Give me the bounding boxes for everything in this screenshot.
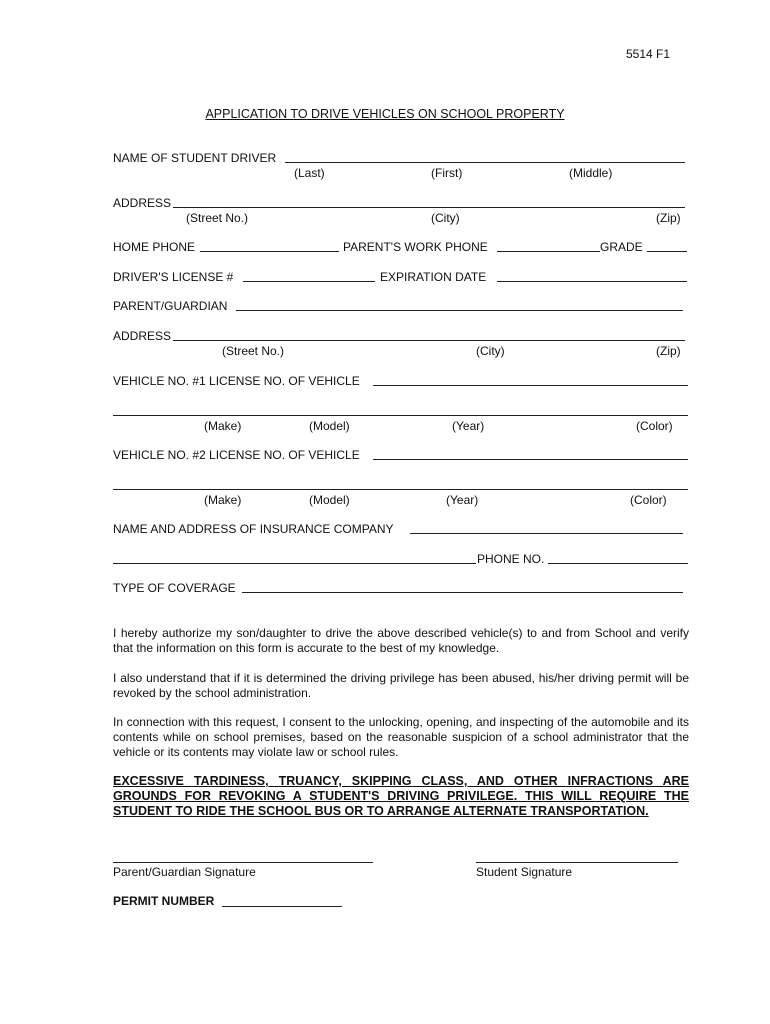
page-title: APPLICATION TO DRIVE VEHICLES ON SCHOOL PROPERTY <box>205 107 565 121</box>
student-signature-line[interactable] <box>476 851 678 863</box>
address-zip-caption: (Zip) <box>656 211 681 225</box>
insurance-company-field[interactable] <box>410 522 683 534</box>
drivers-license-field[interactable] <box>243 270 375 282</box>
authorization-paragraph: I hereby authorize my son/daughter to drive the above described vehicle(s) to and from School and verify that the information on this form is accurate to the best of my knowledge. <box>113 626 689 655</box>
home-phone-label: HOME PHONE <box>113 240 196 254</box>
student-name-label: NAME OF STUDENT DRIVER <box>113 151 277 165</box>
parent-address-field[interactable] <box>173 329 685 341</box>
consent-paragraph: In connection with this request, I consent to the unlocking, opening, and inspecting of the automobile and its contents while on school premises, based on the reasonable suspicion of a school administrator that the vehicle or its contents may violate law or school rules. <box>113 715 689 759</box>
student-signature-label: Student Signature <box>476 865 573 879</box>
parent-guardian-field[interactable] <box>236 299 683 311</box>
form-code: 5514 F1 <box>626 47 671 61</box>
coverage-field[interactable] <box>242 581 683 593</box>
vehicle2-color-caption: (Color) <box>630 493 667 507</box>
grade-label: GRADE <box>600 240 643 254</box>
vehicle2-details-field[interactable] <box>113 478 688 490</box>
vehicle2-make-caption: (Make) <box>204 493 242 507</box>
parent-address-label: ADDRESS <box>113 329 172 343</box>
address-city-caption: (City) <box>431 211 460 225</box>
vehicle2-model-caption: (Model) <box>309 493 350 507</box>
parent-work-phone-field[interactable] <box>497 240 600 252</box>
student-middle-caption: (Middle) <box>569 166 613 180</box>
address-field[interactable] <box>173 196 685 208</box>
vehicle2-license-field[interactable] <box>373 448 688 460</box>
address-label: ADDRESS <box>113 196 172 210</box>
coverage-label: TYPE OF COVERAGE <box>113 581 236 595</box>
insurance-address-field[interactable] <box>113 552 476 564</box>
vehicle1-license-label: VEHICLE NO. #1 LICENSE NO. OF VEHICLE <box>113 374 360 388</box>
address-street-caption: (Street No.) <box>186 211 249 225</box>
home-phone-field[interactable] <box>200 240 339 252</box>
parent-work-phone-label: PARENT'S WORK PHONE <box>343 240 488 254</box>
student-first-caption: (First) <box>431 166 463 180</box>
vehicle1-year-caption: (Year) <box>452 419 485 433</box>
student-last-caption: (Last) <box>294 166 325 180</box>
insurance-company-label: NAME AND ADDRESS OF INSURANCE COMPANY <box>113 522 394 536</box>
warning-notice: EXCESSIVE TARDINESS, TRUANCY, SKIPPING CLASS, AND OTHER INFRACTIONS ARE GROUNDS FOR REVOKING A STUDENT'S DRIVING PRIVILEGE. THIS WILL REQUIRE THE STUDENT TO RIDE THE SCHOOL BUS OR TO ARRANGE ALTERNATE TRANSPORTATION. <box>113 774 689 818</box>
vehicle2-license-label: VEHICLE NO. #2 LICENSE NO. OF VEHICLE <box>113 448 360 462</box>
revocation-paragraph: I also understand that if it is determined the driving privilege has been abused, his/her driving permit will be revoked by the school administration. <box>113 671 689 700</box>
vehicle1-model-caption: (Model) <box>309 419 350 433</box>
insurance-phone-field[interactable] <box>548 552 688 564</box>
parent-address-city-caption: (City) <box>476 344 505 358</box>
vehicle1-color-caption: (Color) <box>636 419 673 433</box>
parent-signature-line[interactable] <box>113 851 373 863</box>
parent-address-zip-caption: (Zip) <box>656 344 681 358</box>
vehicle1-make-caption: (Make) <box>204 419 242 433</box>
insurance-phone-label: PHONE NO. <box>477 552 545 566</box>
drivers-license-label: DRIVER'S LICENSE # <box>113 270 234 284</box>
vehicle1-license-field[interactable] <box>373 374 688 386</box>
expiration-date-label: EXPIRATION DATE <box>380 270 487 284</box>
vehicle1-details-field[interactable] <box>113 404 688 416</box>
student-name-field[interactable] <box>285 151 685 163</box>
vehicle2-year-caption: (Year) <box>446 493 479 507</box>
parent-guardian-label: PARENT/GUARDIAN <box>113 299 228 313</box>
parent-address-street-caption: (Street No.) <box>222 344 285 358</box>
grade-field[interactable] <box>647 240 687 252</box>
parent-signature-label: Parent/Guardian Signature <box>113 865 256 879</box>
permit-number-field[interactable] <box>222 895 342 907</box>
permit-number-label: PERMIT NUMBER <box>113 894 215 908</box>
expiration-date-field[interactable] <box>497 270 687 282</box>
